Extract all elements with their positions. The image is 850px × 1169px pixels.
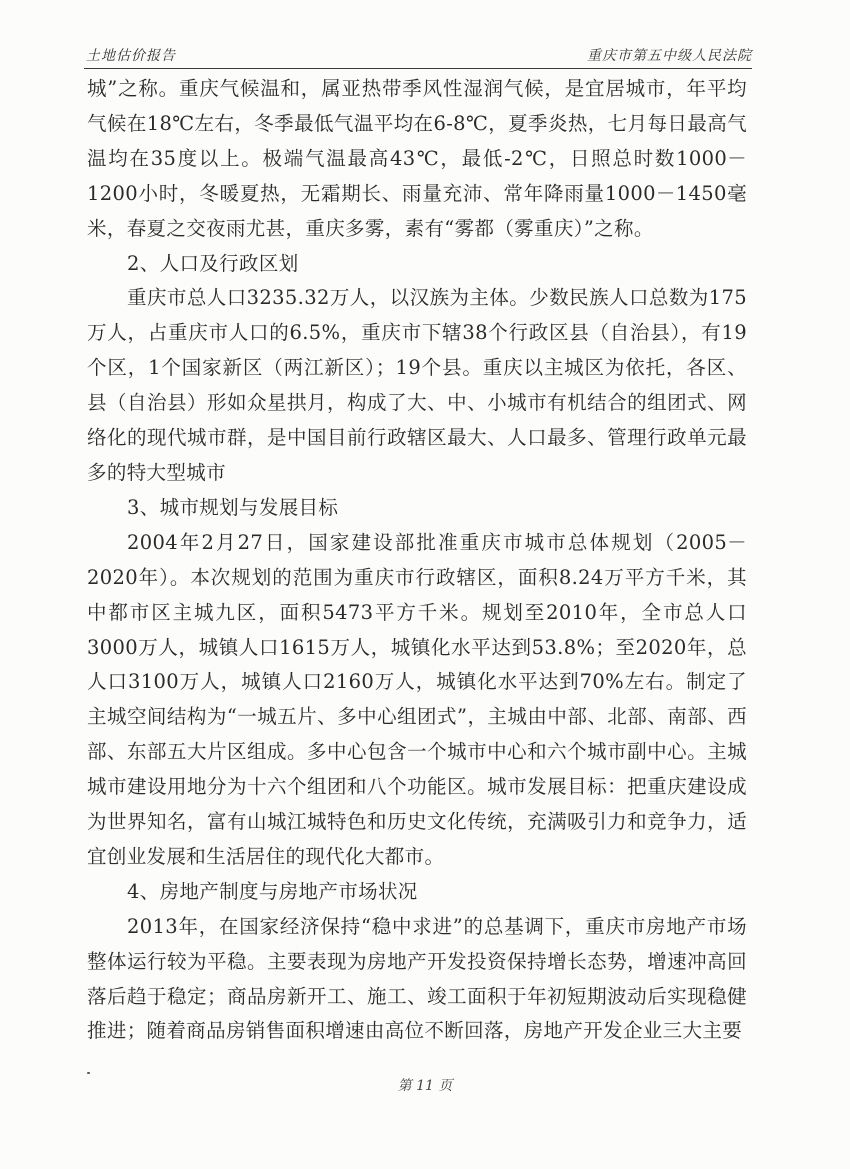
report-title: 土地估价报告: [86, 48, 176, 64]
paragraph-climate: 城”之称。重庆气候温和，属亚热带季风性湿润气候，是宜居城市，年平均气候在18℃左右，冬季最低气温平均在6-8℃，夏季炎热，七月每日最高气温均在35度以上。极端气温最高43℃，最低-2℃，日照总时数1000－1200小时，冬暖夏热，无霜期长、雨量充沛、常年降雨量1000－1450毫米，春夏之交夜雨尤甚，重庆多雾，素有“雾都（雾重庆）”之称。: [87, 77, 747, 240]
court-name: 重庆市第五中级人民法院: [587, 48, 752, 64]
heading-real-estate: 4、房地产制度与房地产市场状况: [127, 879, 418, 903]
document-body: [87, 72, 747, 1049]
page-header: [84, 40, 752, 69]
paragraph-real-estate: 2013年，在国家经济保持“稳中求进”的总基调下，重庆市房地产市场整体运行较为平稳。主要表现为房地产开发投资保持增长态势，增速冲高回落后趋于稳定；商品房新开工、施工、竣工面积于年初短期波动后实现稳健推进；随着商品房销售面积增速由高位不断回落，房地产开发企业三大主要: [87, 914, 747, 1043]
paragraph-urban-planning: 2004年2月27日，国家建设部批准重庆市城市总体规划（2005－2020年）。本次规划的范围为重庆市行政辖区，面积8.24万平方千米，其中都市区主城九区，面积5473平方千米。规划至2010年，全市总人口3000万人，城镇人口1615万人，城镇化水平达到53.8%；至2020年，总人口3100万人，城镇人口2160万人，城镇化水平达到70%左右。制定了主城空间结构为“一城五片、多中心组团式”，主城由中部、北部、南部、西部、东部五大片区组成。多中心包含一个城市中心和六个城市副中心。主城城市建设用地分为十六个组团和八个功能区。城市发展目标：把重庆建设成为世界知名，富有山城江城特色和历史文化传统，充满吸引力和竞争力，适宜创业发展和生活居住的现代化大都市。: [87, 530, 747, 868]
scan-speck: [87, 1072, 90, 1074]
heading-population: 2、人口及行政区划: [127, 251, 299, 275]
paragraph-population: 重庆市总人口3235.32万人，以汉族为主体。少数民族人口总数为175万人，占重庆市人口的6.5%，重庆市下辖38个行政区县（自治县），有19个区，1个国家新区（两江新区）；19个县。重庆以主城区为依托，各区、县（自治县）形如众星拱月，构成了大、中、小城市有机结合的组团式、网络化的现代城市群，是中国目前行政辖区最大、人口最多、管理行政单元最多的特大型城市: [87, 286, 747, 484]
page-number: 第 11 页: [397, 1078, 453, 1094]
heading-urban-planning: 3、城市规划与发展目标: [127, 495, 339, 519]
